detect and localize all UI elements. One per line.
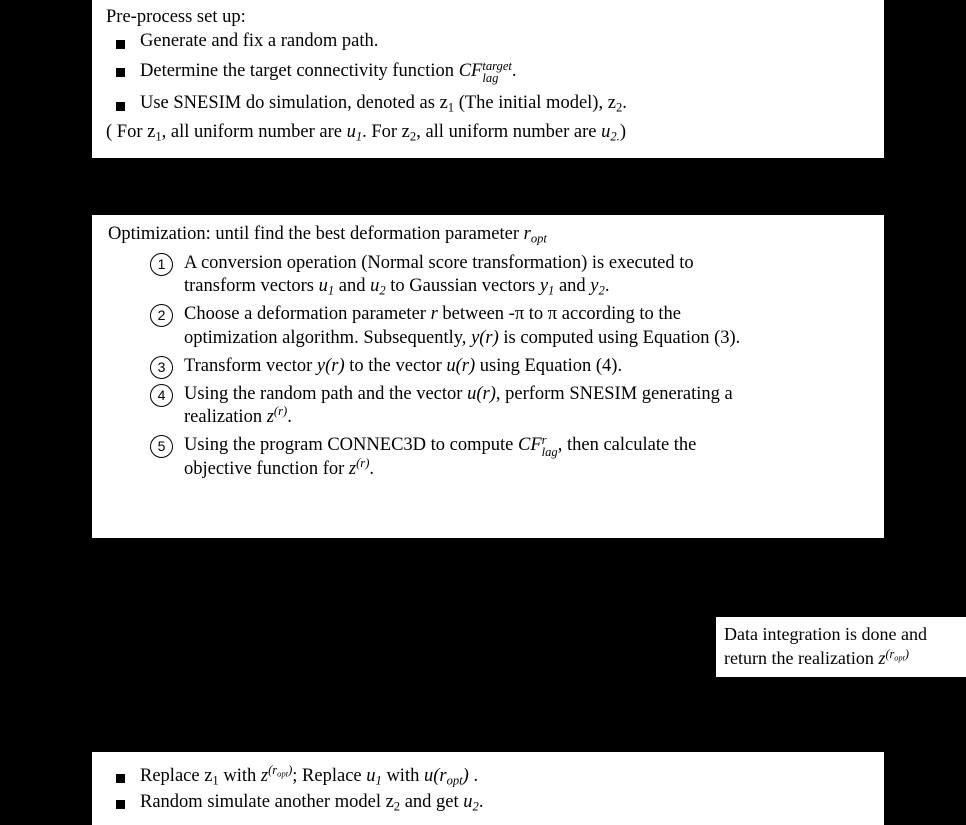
data-integration-line-1: Data integration is done and xyxy=(724,624,927,644)
preprocess-item-3: Use SNESIM do simulation, denoted as xyxy=(140,93,435,114)
u-of-r-symbol: u(r) xyxy=(446,355,476,376)
list-item xyxy=(102,355,874,378)
optimization-steps xyxy=(102,252,874,481)
list-item xyxy=(102,383,874,429)
step-4-line-1: Using the random path and the vector u(r), perform SNESIM generating a xyxy=(184,383,733,404)
step-2-line-2: optimization algorithm. Subsequently, y(r) is computed using Equation (3). xyxy=(184,327,741,348)
y2-symbol: $y_2$ xyxy=(590,276,605,298)
step-1-line-1: A conversion operation (Normal score transformation) is executed to xyxy=(184,253,694,274)
z-superscript-r-symbol: $z^{(r)}$ xyxy=(348,456,370,480)
list-item xyxy=(102,60,874,84)
y-of-r-symbol: y(r) xyxy=(316,355,345,376)
preprocess-title: Pre-process set up: xyxy=(106,7,246,27)
optimization-box xyxy=(92,215,884,538)
list-item xyxy=(102,32,874,51)
bullet-square-icon xyxy=(116,68,125,77)
list-item xyxy=(102,434,874,482)
list-item: Use SNESIM do simulation, denoted as $z_1$ (The initial model), $z_2$. xyxy=(102,94,874,113)
u2-symbol: $u_{2.}$ xyxy=(601,121,620,144)
step-number-1: 1 xyxy=(150,253,173,276)
z1-symbol: $z_1$ xyxy=(439,93,455,115)
step-number-4: 4 xyxy=(150,384,173,407)
replace-box xyxy=(92,752,884,825)
u1-symbol: $u_1$ xyxy=(346,121,363,144)
preprocess-box xyxy=(92,0,884,158)
bullet-square-icon xyxy=(116,774,125,783)
u1-symbol: $u_1$ xyxy=(366,766,382,788)
preprocess-list xyxy=(102,32,874,113)
r-symbol: r xyxy=(430,304,438,325)
u2-symbol: $u_2$ xyxy=(463,792,479,814)
target-connectivity-symbol: CF target lag . xyxy=(458,59,517,85)
u-of-r-symbol: u(r) xyxy=(467,383,496,404)
step-2-line-1: Choose a deformation parameter r between -π to π according to the xyxy=(184,304,681,325)
u2-symbol: $u_2$ xyxy=(370,276,386,298)
cf-lag-r-symbol: CF r lag xyxy=(518,433,558,459)
step-4-line-2: realization $z^{(r)}$. xyxy=(184,403,292,427)
replace-list xyxy=(102,763,874,814)
r-opt-symbol: $r_{opt}$ xyxy=(523,224,547,246)
u-r-opt-symbol: $u(r_{opt})$ xyxy=(423,766,469,788)
bullet-square-icon xyxy=(116,102,125,111)
step-number-3: 3 xyxy=(150,356,173,379)
list-item: Replace $z_1$ with $z^{(r_{opt})}$; Replace $u_1$ with $u(r_{opt})$ . xyxy=(102,766,874,786)
preprocess-item-1: Generate and fix a random path. xyxy=(140,30,379,51)
preprocess-note: ( For $z_1$, all uniform number are $u_1$. For $z_2$, all uniform number are $u_{2.}$) xyxy=(106,121,626,144)
step-5-line-2: objective function for $z^{(r)}$. xyxy=(184,456,375,480)
step-3-line-1: Transform vector y(r) to the vector u(r) using Equation (4). xyxy=(184,355,623,376)
bullet-square-icon xyxy=(116,800,125,809)
list-item xyxy=(102,303,874,349)
optimization-title: Optimization: until find the best deformation parameter $r_{opt}$ xyxy=(108,224,547,246)
z-r-opt-symbol: $z^{(r_{opt})}$ xyxy=(260,763,293,786)
step-number-5: 5 xyxy=(150,435,173,458)
preprocess-item-2: Determine the target connectivity function xyxy=(140,60,455,81)
z2-symbol: $z_2$ xyxy=(607,93,623,115)
list-item: Random simulate another model $z_2$ and get $u_2$. xyxy=(102,792,874,812)
step-5-line-1: Using the program CONNEC3D to compute CF r lag , then calculate the xyxy=(184,433,697,459)
z-superscript-r-symbol: $z^{(r)}$ xyxy=(266,403,288,427)
y-of-r-symbol: y(r) xyxy=(471,327,499,348)
z-r-opt-symbol: $z^{(r_{opt})}$ xyxy=(878,646,909,669)
preprocess-item-3-mid: (The initial model), xyxy=(458,93,604,114)
data-integration-box xyxy=(716,617,966,677)
u1-symbol: $u_1$ xyxy=(318,276,335,298)
data-integration-line-2: return the realization $z^{(r_{opt})}$ xyxy=(724,646,909,669)
bullet-square-icon xyxy=(116,40,125,49)
step-number-2: 2 xyxy=(150,304,173,327)
step-1-line-2: transform vectors $u_1$ and $u_2$ to Gaussian vectors $y_1$ and $y_2$. xyxy=(184,276,610,298)
list-item xyxy=(102,252,874,298)
y1-symbol: $y_1$ xyxy=(539,276,555,298)
